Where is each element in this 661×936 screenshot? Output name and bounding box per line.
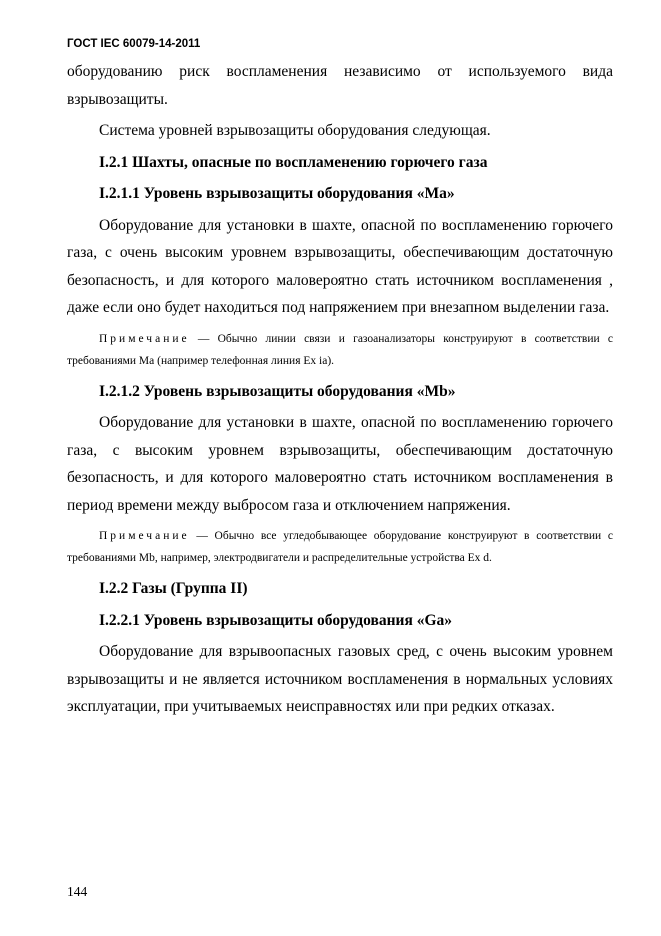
note-label: Примечание <box>99 332 190 345</box>
continued-paragraph: оборудованию риск воспламенения независимо от используемого вида взрывозащиты. <box>67 63 613 108</box>
system-paragraph: Система уровней взрывозащиты оборудования следующая. <box>99 122 491 139</box>
paragraph-mb: Оборудование для установки в шахте, опасной по воспламенению горючего газа, с высоким уровнем взрывозащиты, обеспечивающим достаточную безопасность, и для которого маловероятно стать источником воспламенения в период времени между выбросом газа и отключением напряжения. <box>67 414 613 514</box>
note-ma <box>67 328 613 372</box>
section-heading-1221: I.2.2.1 Уровень взрывозащиты оборудования «Ga» <box>99 611 453 629</box>
section-heading-122: I.2.2 Газы (Группа II) <box>99 580 248 597</box>
standard-header: ГОСТ IEC 60079-14-2011 <box>67 38 201 50</box>
page-number: 144 <box>67 884 88 899</box>
note-text: — Обычно линии связи и газоанализаторы конструируют в соответствии с требованиями Ma (например телефонная линия Ex ia). <box>67 332 613 367</box>
note-mb <box>67 525 613 569</box>
page-body <box>67 58 613 721</box>
section-heading-1211: I.2.1.1 Уровень взрывозащиты оборудования «Ma» <box>99 185 455 202</box>
note-label: Примечание <box>99 530 190 542</box>
section-heading-121: I.2.1 Шахты, опасные по воспламенению горючего газа <box>99 153 488 171</box>
paragraph-ga: Оборудование для взрывоопасных газовых сред, с очень высоким уровнем взрывозащиты и не является источником воспламенения в нормальных условиях эксплуатации, при учитываемых неисправностях или при редких отказах. <box>67 643 613 715</box>
note-text: — Обычно все угледобывающее оборудование конструируют в соответствии с требованиями Mb, например, электродвигатели и распределительные устройства Ex d. <box>67 530 613 564</box>
section-heading-1212: I.2.1.2 Уровень взрывозащиты оборудования «Mb» <box>99 382 456 400</box>
paragraph-ma: Оборудование для установки в шахте, опасной по воспламенению горючего газа, с очень высоким уровнем взрывозащиты, обеспечивающим достаточную безопасность, и для которого маловероятно стать источником воспламенения , даже если оно будет находиться под напряжением при внезапном выделении газа. <box>67 216 613 316</box>
